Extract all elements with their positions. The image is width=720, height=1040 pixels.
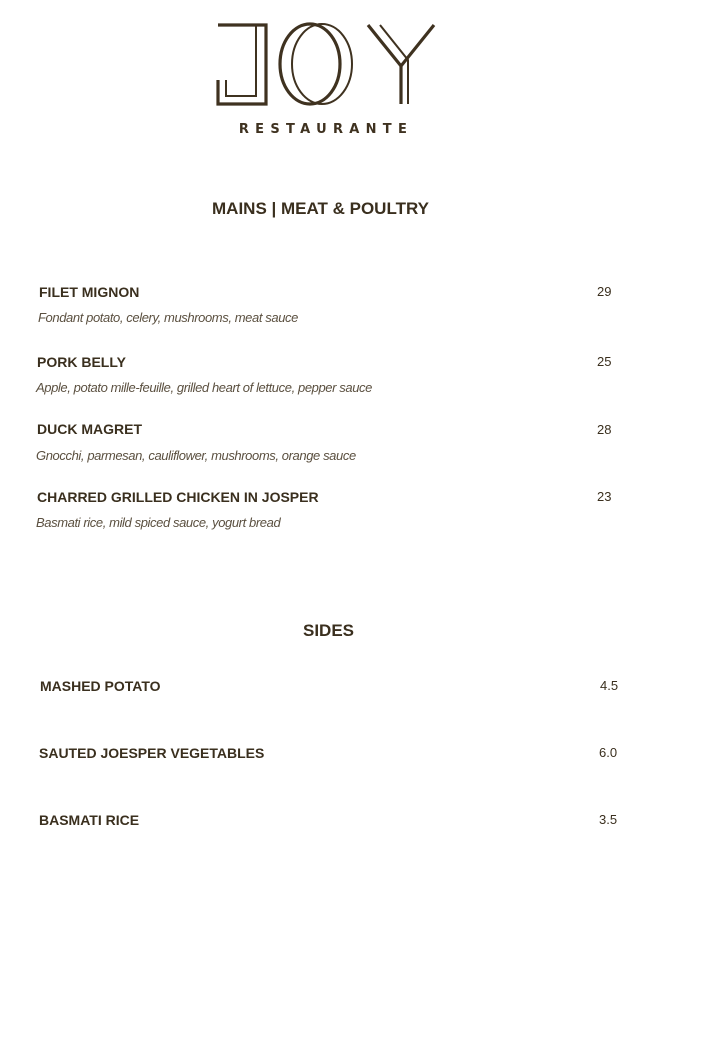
logo-subtitle: RESTAURANTE — [238, 122, 414, 137]
menu-item — [0, 354, 720, 414]
item-price: 29 — [597, 284, 612, 299]
item-name: MASHED POTATO — [40, 678, 161, 694]
mains-section-title: MAINS | MEAT & POULTRY — [212, 199, 429, 218]
item-description: Fondant potato, celery, mushrooms, meat sauce — [38, 310, 298, 325]
menu-item — [0, 489, 720, 549]
item-name: FILET MIGNON — [39, 284, 140, 300]
item-description: Apple, potato mille-feuille, grilled heart of lettuce, pepper sauce — [36, 380, 372, 395]
menu-item — [0, 421, 720, 481]
item-price: 6.0 — [599, 745, 618, 760]
item-description: Gnocchi, parmesan, cauliflower, mushrooms, orange sauce — [36, 448, 356, 463]
restaurant-logo — [210, 20, 442, 145]
sides-section-title: SIDES — [303, 621, 355, 640]
item-price: 4.5 — [600, 678, 619, 693]
item-price: 28 — [597, 422, 612, 437]
item-name: BASMATI RICE — [39, 812, 140, 828]
joy-wordmark-logo — [210, 20, 442, 112]
side-item — [0, 812, 720, 872]
item-price: 23 — [597, 489, 612, 504]
item-name: PORK BELLY — [37, 354, 126, 370]
side-item — [0, 745, 720, 805]
item-price: 3.5 — [599, 812, 618, 827]
item-price: 25 — [597, 354, 612, 369]
item-description: Basmati rice, mild spiced sauce, yogurt bread — [36, 515, 281, 530]
side-item — [0, 678, 720, 738]
item-name: SAUTED JOESPER VEGETABLES — [39, 745, 265, 761]
item-name: DUCK MAGRET — [37, 421, 142, 437]
menu-item — [0, 284, 720, 344]
item-name: CHARRED GRILLED CHICKEN IN JOSPER — [37, 489, 319, 505]
